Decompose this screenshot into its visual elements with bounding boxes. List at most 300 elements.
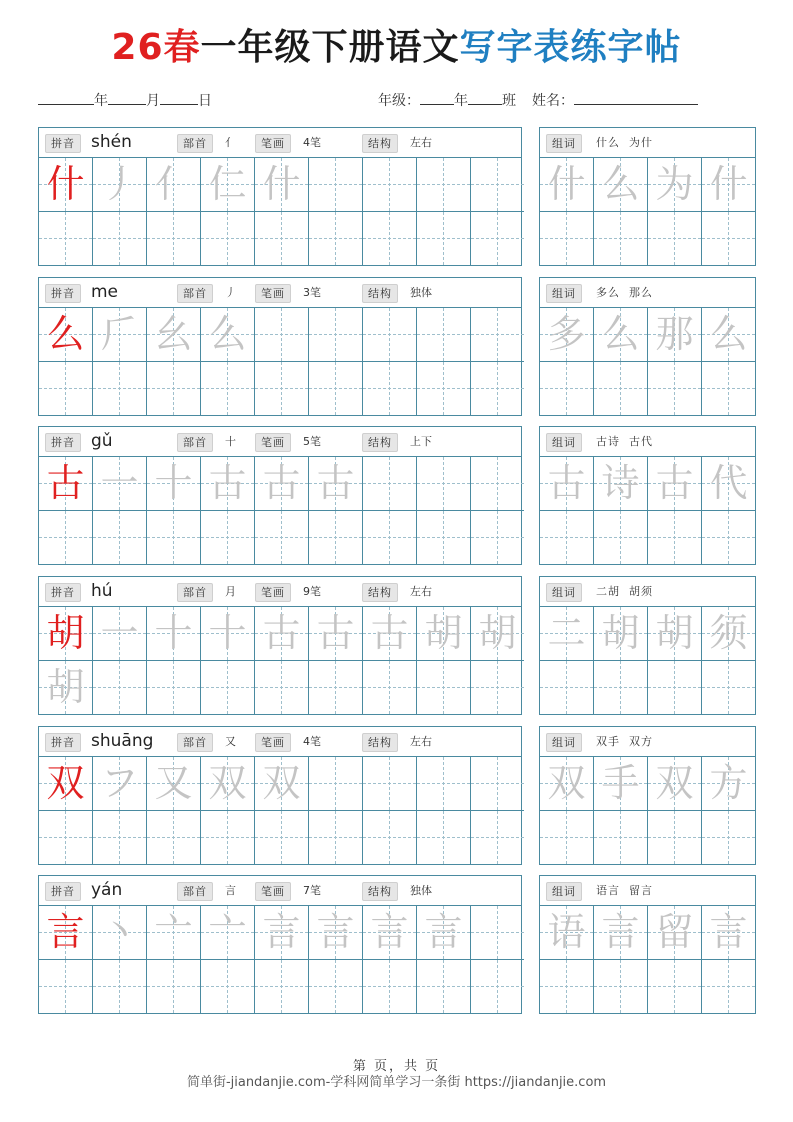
writing-cell[interactable] [309,757,363,811]
writing-cell[interactable] [309,607,363,661]
writing-cell[interactable] [471,511,524,564]
radical-tag: 部首 [177,433,213,452]
writing-cell[interactable] [39,607,93,661]
word-cell[interactable] [702,960,755,1013]
word-trace-character: 言 [601,910,640,954]
words-value: 什么 为什 [596,136,653,149]
character-block [38,576,755,715]
page-title [0,24,793,72]
trace-stroke: 仁 [208,162,247,206]
writing-cell[interactable] [255,158,309,212]
writing-cell[interactable] [255,457,309,511]
structure-value: 上下 [410,435,432,448]
strokes-tag: 笔画 [255,134,291,153]
pinyin-tag: 拼音 [45,134,81,153]
writing-cell[interactable] [471,362,524,415]
word-cell[interactable] [594,811,648,864]
day-label: 日 [198,93,212,109]
writing-cell[interactable] [309,362,363,415]
writing-cell[interactable] [309,811,363,864]
trace-stroke: 言 [424,910,463,954]
writing-cell[interactable] [93,960,147,1013]
words-value: 语言 留言 [596,884,653,897]
writing-cell[interactable] [309,308,363,362]
writing-cell[interactable] [147,906,201,960]
radical-tag: 部首 [177,882,213,901]
practice-box [38,426,522,565]
strokes-value: 5笔 [303,435,321,448]
model-character: 么 [46,312,85,356]
word-trace-character: 么 [601,162,640,206]
writing-cell[interactable] [255,960,309,1013]
word-trace-character: 双 [655,761,694,805]
footer-source: 简单街-jiandanjie.com-学科网简单学习一条街 https://jiandanjie.com [186,1075,607,1090]
writing-cell[interactable] [471,661,524,714]
structure-value: 左右 [410,735,432,748]
character-info-header [39,128,521,158]
practice-box [38,875,522,1014]
word-cell[interactable] [648,607,702,661]
structure-value: 左右 [410,585,432,598]
pinyin-tag: 拼音 [45,882,81,901]
radical-tag: 部首 [177,733,213,752]
year-blank[interactable] [38,90,94,105]
word-cell[interactable] [540,757,594,811]
strokes-tag: 笔画 [255,284,291,303]
structure-value: 左右 [410,136,432,149]
trace-stroke: 么 [208,312,247,356]
writing-cell[interactable] [363,661,417,714]
writing-cell[interactable] [471,811,524,864]
word-cell[interactable] [594,212,648,265]
word-cell[interactable] [594,158,648,212]
practice-box [38,726,522,865]
writing-cell[interactable] [93,906,147,960]
structure-tag: 结构 [362,284,398,303]
writing-cell[interactable] [417,308,471,362]
word-cell[interactable] [648,308,702,362]
radical-tag: 部首 [177,583,213,602]
pinyin-value: hú [91,581,113,601]
writing-cell[interactable] [363,362,417,415]
words-tag: 组词 [546,733,582,752]
word-cell[interactable] [540,906,594,960]
word-cell[interactable] [702,308,755,362]
trace-stroke: 古 [316,461,355,505]
word-cell[interactable] [540,457,594,511]
strokes-tag: 笔画 [255,733,291,752]
writing-cell[interactable] [93,607,147,661]
word-cell[interactable] [594,661,648,714]
radical-value: 丿 [225,286,236,299]
pinyin-tag: 拼音 [45,733,81,752]
writing-cell[interactable] [147,457,201,511]
word-cell[interactable] [702,457,755,511]
writing-cell[interactable] [39,960,93,1013]
writing-cell[interactable] [255,811,309,864]
word-trace-character: 什 [709,162,748,206]
character-info-header [39,278,521,308]
word-header [540,577,755,607]
word-cell[interactable] [648,457,702,511]
writing-cell[interactable] [471,906,524,960]
writing-cell[interactable] [201,158,255,212]
model-character: 胡 [46,611,85,655]
student-info-line [378,90,698,111]
practice-box [38,277,522,416]
writing-cell[interactable] [363,960,417,1013]
word-trace-character: 代 [709,461,748,505]
word-cell[interactable] [702,511,755,564]
writing-cell[interactable] [471,457,524,511]
character-block [38,426,755,565]
grade-year-label: 年 [454,93,468,109]
structure-tag: 结构 [362,733,398,752]
radical-value: 亻 [225,136,236,149]
writing-cell[interactable] [309,457,363,511]
writing-cell[interactable] [417,607,471,661]
strokes-value: 7笔 [303,884,321,897]
writing-cell[interactable] [201,661,255,714]
model-character: 什 [46,162,85,206]
title-year: 26春 [111,27,201,68]
writing-cell[interactable] [147,511,201,564]
trace-stroke: 亠 [208,910,247,954]
writing-cell[interactable] [93,811,147,864]
writing-cell[interactable] [255,362,309,415]
words-tag: 组词 [546,134,582,153]
word-header [540,278,755,308]
word-trace-character: 须 [709,611,748,655]
writing-cell[interactable] [201,906,255,960]
pinyin-tag: 拼音 [45,433,81,452]
word-trace-character: 二 [547,611,586,655]
writing-cell[interactable] [93,212,147,265]
word-cell[interactable] [648,158,702,212]
word-trace-character: 那 [655,312,694,356]
word-cell[interactable] [594,906,648,960]
radical-value: 又 [225,735,236,748]
writing-cell[interactable] [201,212,255,265]
writing-cell[interactable] [93,362,147,415]
word-cell[interactable] [540,212,594,265]
name-blank[interactable] [574,90,698,105]
word-cell[interactable] [648,212,702,265]
word-cell[interactable] [702,158,755,212]
trace-stroke: 古 [370,611,409,655]
writing-cell[interactable] [201,757,255,811]
strokes-tag: 笔画 [255,583,291,602]
word-cell[interactable] [540,362,594,415]
writing-cell[interactable] [363,811,417,864]
writing-cell[interactable] [93,308,147,362]
writing-cell[interactable] [255,308,309,362]
trace-stroke: 丶 [100,910,139,954]
trace-stroke: 什 [262,162,301,206]
words-value: 古诗 古代 [596,435,653,448]
word-cell[interactable] [594,308,648,362]
word-cell[interactable] [540,511,594,564]
writing-cell[interactable] [201,960,255,1013]
writing-cell[interactable] [39,212,93,265]
pinyin-value: yán [91,880,123,900]
radical-value: 十 [225,435,236,448]
word-cell[interactable] [648,906,702,960]
word-cell[interactable] [702,757,755,811]
strokes-tag: 笔画 [255,433,291,452]
word-cell[interactable] [540,960,594,1013]
writing-cell[interactable] [417,906,471,960]
word-header [540,876,755,906]
writing-cell[interactable] [471,308,524,362]
writing-cell[interactable] [201,457,255,511]
writing-cell[interactable] [471,757,524,811]
writing-cell[interactable] [147,661,201,714]
writing-cell[interactable] [471,960,524,1013]
words-value: 双手 双方 [596,735,653,748]
word-cell[interactable] [702,607,755,661]
writing-cell[interactable] [147,308,201,362]
strokes-value: 4笔 [303,136,321,149]
word-box [539,576,756,715]
writing-cell[interactable] [39,757,93,811]
page-number: 第 页，共 页 [352,1059,441,1074]
word-trace-character: 语 [547,910,586,954]
word-cell[interactable] [594,511,648,564]
word-trace-character: 么 [709,312,748,356]
writing-cell[interactable] [363,906,417,960]
writing-cell[interactable] [147,811,201,864]
word-cell[interactable] [540,811,594,864]
character-block [38,875,755,1014]
writing-cell[interactable] [363,212,417,265]
character-block [38,277,755,416]
writing-cell[interactable] [147,362,201,415]
writing-cell[interactable] [147,757,201,811]
word-cell[interactable] [648,960,702,1013]
writing-cell[interactable] [93,757,147,811]
word-trace-character: 方 [709,761,748,805]
word-cell[interactable] [594,362,648,415]
grade-year-blank[interactable] [420,90,454,105]
strokes-tag: 笔画 [255,882,291,901]
structure-tag: 结构 [362,583,398,602]
writing-cell[interactable] [93,457,147,511]
trace-stroke: 幺 [154,312,193,356]
word-header [540,427,755,457]
strokes-value: 3笔 [303,286,321,299]
title-type: 写字表练字帖 [459,27,682,68]
word-trace-character: 手 [601,761,640,805]
word-cell[interactable] [648,811,702,864]
word-cell[interactable] [702,661,755,714]
writing-cell[interactable] [255,757,309,811]
trace-stroke: 胡 [424,611,463,655]
structure-tag: 结构 [362,433,398,452]
character-info-header [39,577,521,607]
word-header [540,727,755,757]
word-cell[interactable] [540,158,594,212]
word-trace-character: 胡 [655,611,694,655]
trace-stroke: 十 [154,611,193,655]
word-cell[interactable] [594,607,648,661]
trace-stroke: 胡 [46,665,85,709]
writing-cell[interactable] [309,158,363,212]
trace-stroke: 胡 [478,611,517,655]
writing-cell[interactable] [93,158,147,212]
word-trace-character: 留 [655,910,694,954]
writing-cell[interactable] [201,308,255,362]
structure-value: 独体 [410,884,432,897]
writing-cell[interactable] [417,757,471,811]
writing-cell[interactable] [39,906,93,960]
word-trace-character: 双 [547,761,586,805]
writing-cell[interactable] [39,661,93,714]
pinyin-tag: 拼音 [45,583,81,602]
word-trace-character: 诗 [601,461,640,505]
pinyin-value: shuāng [91,731,154,751]
writing-cell[interactable] [471,158,524,212]
month-blank[interactable] [108,90,146,105]
trace-stroke: 古 [262,461,301,505]
writing-cell[interactable] [417,511,471,564]
year-label: 年 [94,93,108,109]
writing-cell[interactable] [417,811,471,864]
writing-cell[interactable] [255,607,309,661]
trace-stroke: 古 [262,611,301,655]
word-cell[interactable] [540,607,594,661]
trace-stroke: 亠 [154,910,193,954]
model-character: 言 [46,910,85,954]
writing-cell[interactable] [363,607,417,661]
word-cell[interactable] [540,308,594,362]
trace-stroke: 言 [316,910,355,954]
writing-cell[interactable] [417,960,471,1013]
word-box [539,426,756,565]
writing-cell[interactable] [309,511,363,564]
writing-cell[interactable] [39,811,93,864]
word-cell[interactable] [648,757,702,811]
writing-cell[interactable] [309,212,363,265]
structure-tag: 结构 [362,882,398,901]
writing-cell[interactable] [417,661,471,714]
writing-cell[interactable] [309,906,363,960]
character-info-header [39,427,521,457]
words-tag: 组词 [546,583,582,602]
class-blank[interactable] [468,90,502,105]
practice-box [38,576,522,715]
trace-stroke: 𠂆 [100,312,139,356]
trace-stroke: 一 [100,611,139,655]
writing-cell[interactable] [201,511,255,564]
word-cell[interactable] [594,960,648,1013]
word-cell[interactable] [594,757,648,811]
radical-tag: 部首 [177,284,213,303]
writing-cell[interactable] [39,362,93,415]
word-cell[interactable] [594,457,648,511]
word-cell[interactable] [648,511,702,564]
character-block [38,127,755,266]
trace-stroke: 十 [208,611,247,655]
title-grade: 一年级下册语文 [200,27,460,68]
radical-tag: 部首 [177,134,213,153]
practice-box [38,127,522,266]
day-blank[interactable] [160,90,198,105]
writing-cell[interactable] [363,457,417,511]
writing-cell[interactable] [147,212,201,265]
date-line [38,90,212,111]
structure-tag: 结构 [362,134,398,153]
trace-stroke: 一 [100,461,139,505]
writing-cell[interactable] [255,511,309,564]
word-box [539,277,756,416]
word-cell[interactable] [540,661,594,714]
writing-cell[interactable] [471,607,524,661]
writing-cell[interactable] [39,308,93,362]
writing-cell[interactable] [309,661,363,714]
model-character: 古 [46,461,85,505]
writing-cell[interactable] [255,212,309,265]
writing-cell[interactable] [147,607,201,661]
grade-label: 年级： [378,93,420,109]
radical-value: 月 [225,585,236,598]
words-tag: 组词 [546,433,582,452]
writing-cell[interactable] [363,511,417,564]
writing-cell[interactable] [147,960,201,1013]
word-cell[interactable] [702,906,755,960]
writing-cell[interactable] [471,212,524,265]
trace-stroke: 言 [262,910,301,954]
writing-cell[interactable] [363,308,417,362]
words-tag: 组词 [546,284,582,303]
radical-value: 言 [225,884,236,897]
month-label: 月 [146,93,160,109]
writing-cell[interactable] [255,906,309,960]
writing-cell[interactable] [417,362,471,415]
writing-cell[interactable] [201,362,255,415]
writing-cell[interactable] [147,158,201,212]
writing-cell[interactable] [417,158,471,212]
writing-cell[interactable] [255,661,309,714]
word-cell[interactable] [648,661,702,714]
pinyin-tag: 拼音 [45,284,81,303]
writing-cell[interactable] [309,960,363,1013]
writing-cell[interactable] [417,457,471,511]
word-cell[interactable] [702,362,755,415]
trace-stroke: 又 [154,761,193,805]
class-label: 班 [502,93,516,109]
writing-cell[interactable] [363,158,417,212]
word-cell[interactable] [702,212,755,265]
writing-cell[interactable] [39,158,93,212]
trace-stroke: 十 [154,461,193,505]
word-trace-character: 古 [547,461,586,505]
pinyin-value: me [91,282,119,302]
writing-cell[interactable] [201,607,255,661]
writing-cell[interactable] [93,511,147,564]
word-box [539,875,756,1014]
writing-cell[interactable] [39,457,93,511]
word-trace-character: 古 [655,461,694,505]
writing-cell[interactable] [201,811,255,864]
writing-cell[interactable] [363,757,417,811]
word-cell[interactable] [702,811,755,864]
structure-value: 独体 [410,286,432,299]
word-cell[interactable] [648,362,702,415]
writing-cell[interactable] [93,661,147,714]
writing-cell[interactable] [39,511,93,564]
writing-cell[interactable] [417,212,471,265]
